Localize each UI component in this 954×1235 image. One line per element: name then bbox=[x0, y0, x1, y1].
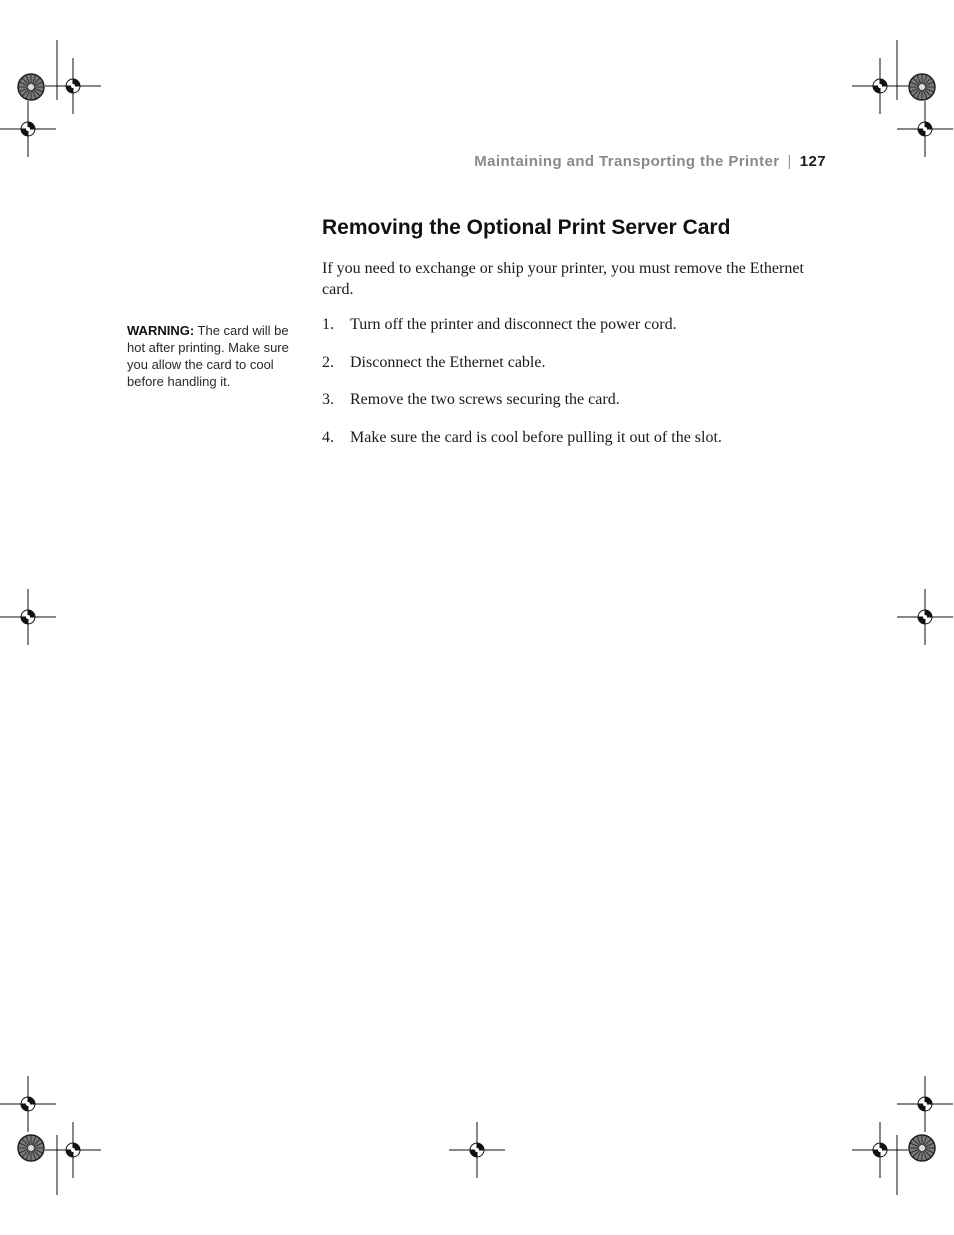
registration-crosshair-icon bbox=[45, 1122, 101, 1178]
header-separator: | bbox=[787, 153, 792, 170]
registration-crosshair-icon bbox=[0, 1076, 56, 1132]
section-title: Removing the Optional Print Server Card bbox=[322, 216, 731, 239]
warning-label: WARNING: bbox=[127, 323, 195, 338]
step-text: Make sure the card is cool before pulling it out of the slot. bbox=[350, 428, 722, 446]
step-number: 2. bbox=[322, 353, 334, 371]
crop-lines bbox=[57, 40, 897, 1195]
procedure-steps bbox=[322, 316, 832, 466]
step-text: Turn off the printer and disconnect the power cord. bbox=[350, 316, 677, 333]
registration-crosshair-icon bbox=[897, 589, 953, 645]
registration-crosshair-icon bbox=[45, 58, 101, 114]
step-number: 3. bbox=[322, 391, 334, 408]
registration-crosshair-icon bbox=[897, 101, 953, 157]
page-number: 127 bbox=[799, 153, 826, 170]
chapter-title: Maintaining and Transporting the Printer bbox=[474, 153, 780, 170]
step-number: 4. bbox=[322, 428, 334, 446]
list-item bbox=[322, 391, 832, 429]
registration-crosshair-icon bbox=[0, 101, 56, 157]
step-number: 1. bbox=[322, 316, 334, 333]
running-header bbox=[420, 153, 826, 170]
list-item bbox=[322, 354, 832, 392]
step-text: Disconnect the Ethernet cable. bbox=[350, 353, 546, 371]
intro-paragraph: If you need to exchange or ship your printer, you must remove the Ethernet card. bbox=[322, 260, 804, 298]
registration-crosshair-icon bbox=[852, 1122, 908, 1178]
registration-crosshair-icon bbox=[0, 589, 56, 645]
registration-crosshair-icon bbox=[449, 1122, 505, 1178]
warning-note bbox=[127, 322, 307, 390]
starburst-target-icon bbox=[909, 1135, 935, 1161]
list-item bbox=[322, 316, 832, 354]
warning-text: The card will be hot after printing. Make sure you allow the card to cool before handling it. bbox=[127, 323, 289, 389]
registration-crosshair-icon bbox=[897, 1076, 953, 1132]
step-text: Remove the two screws securing the card. bbox=[350, 391, 620, 408]
list-item bbox=[322, 429, 832, 467]
starburst-target-icon bbox=[18, 74, 44, 100]
registration-crosshair-icon bbox=[852, 58, 908, 114]
starburst-target-icon bbox=[18, 1135, 44, 1161]
starburst-target-icon bbox=[909, 74, 935, 100]
